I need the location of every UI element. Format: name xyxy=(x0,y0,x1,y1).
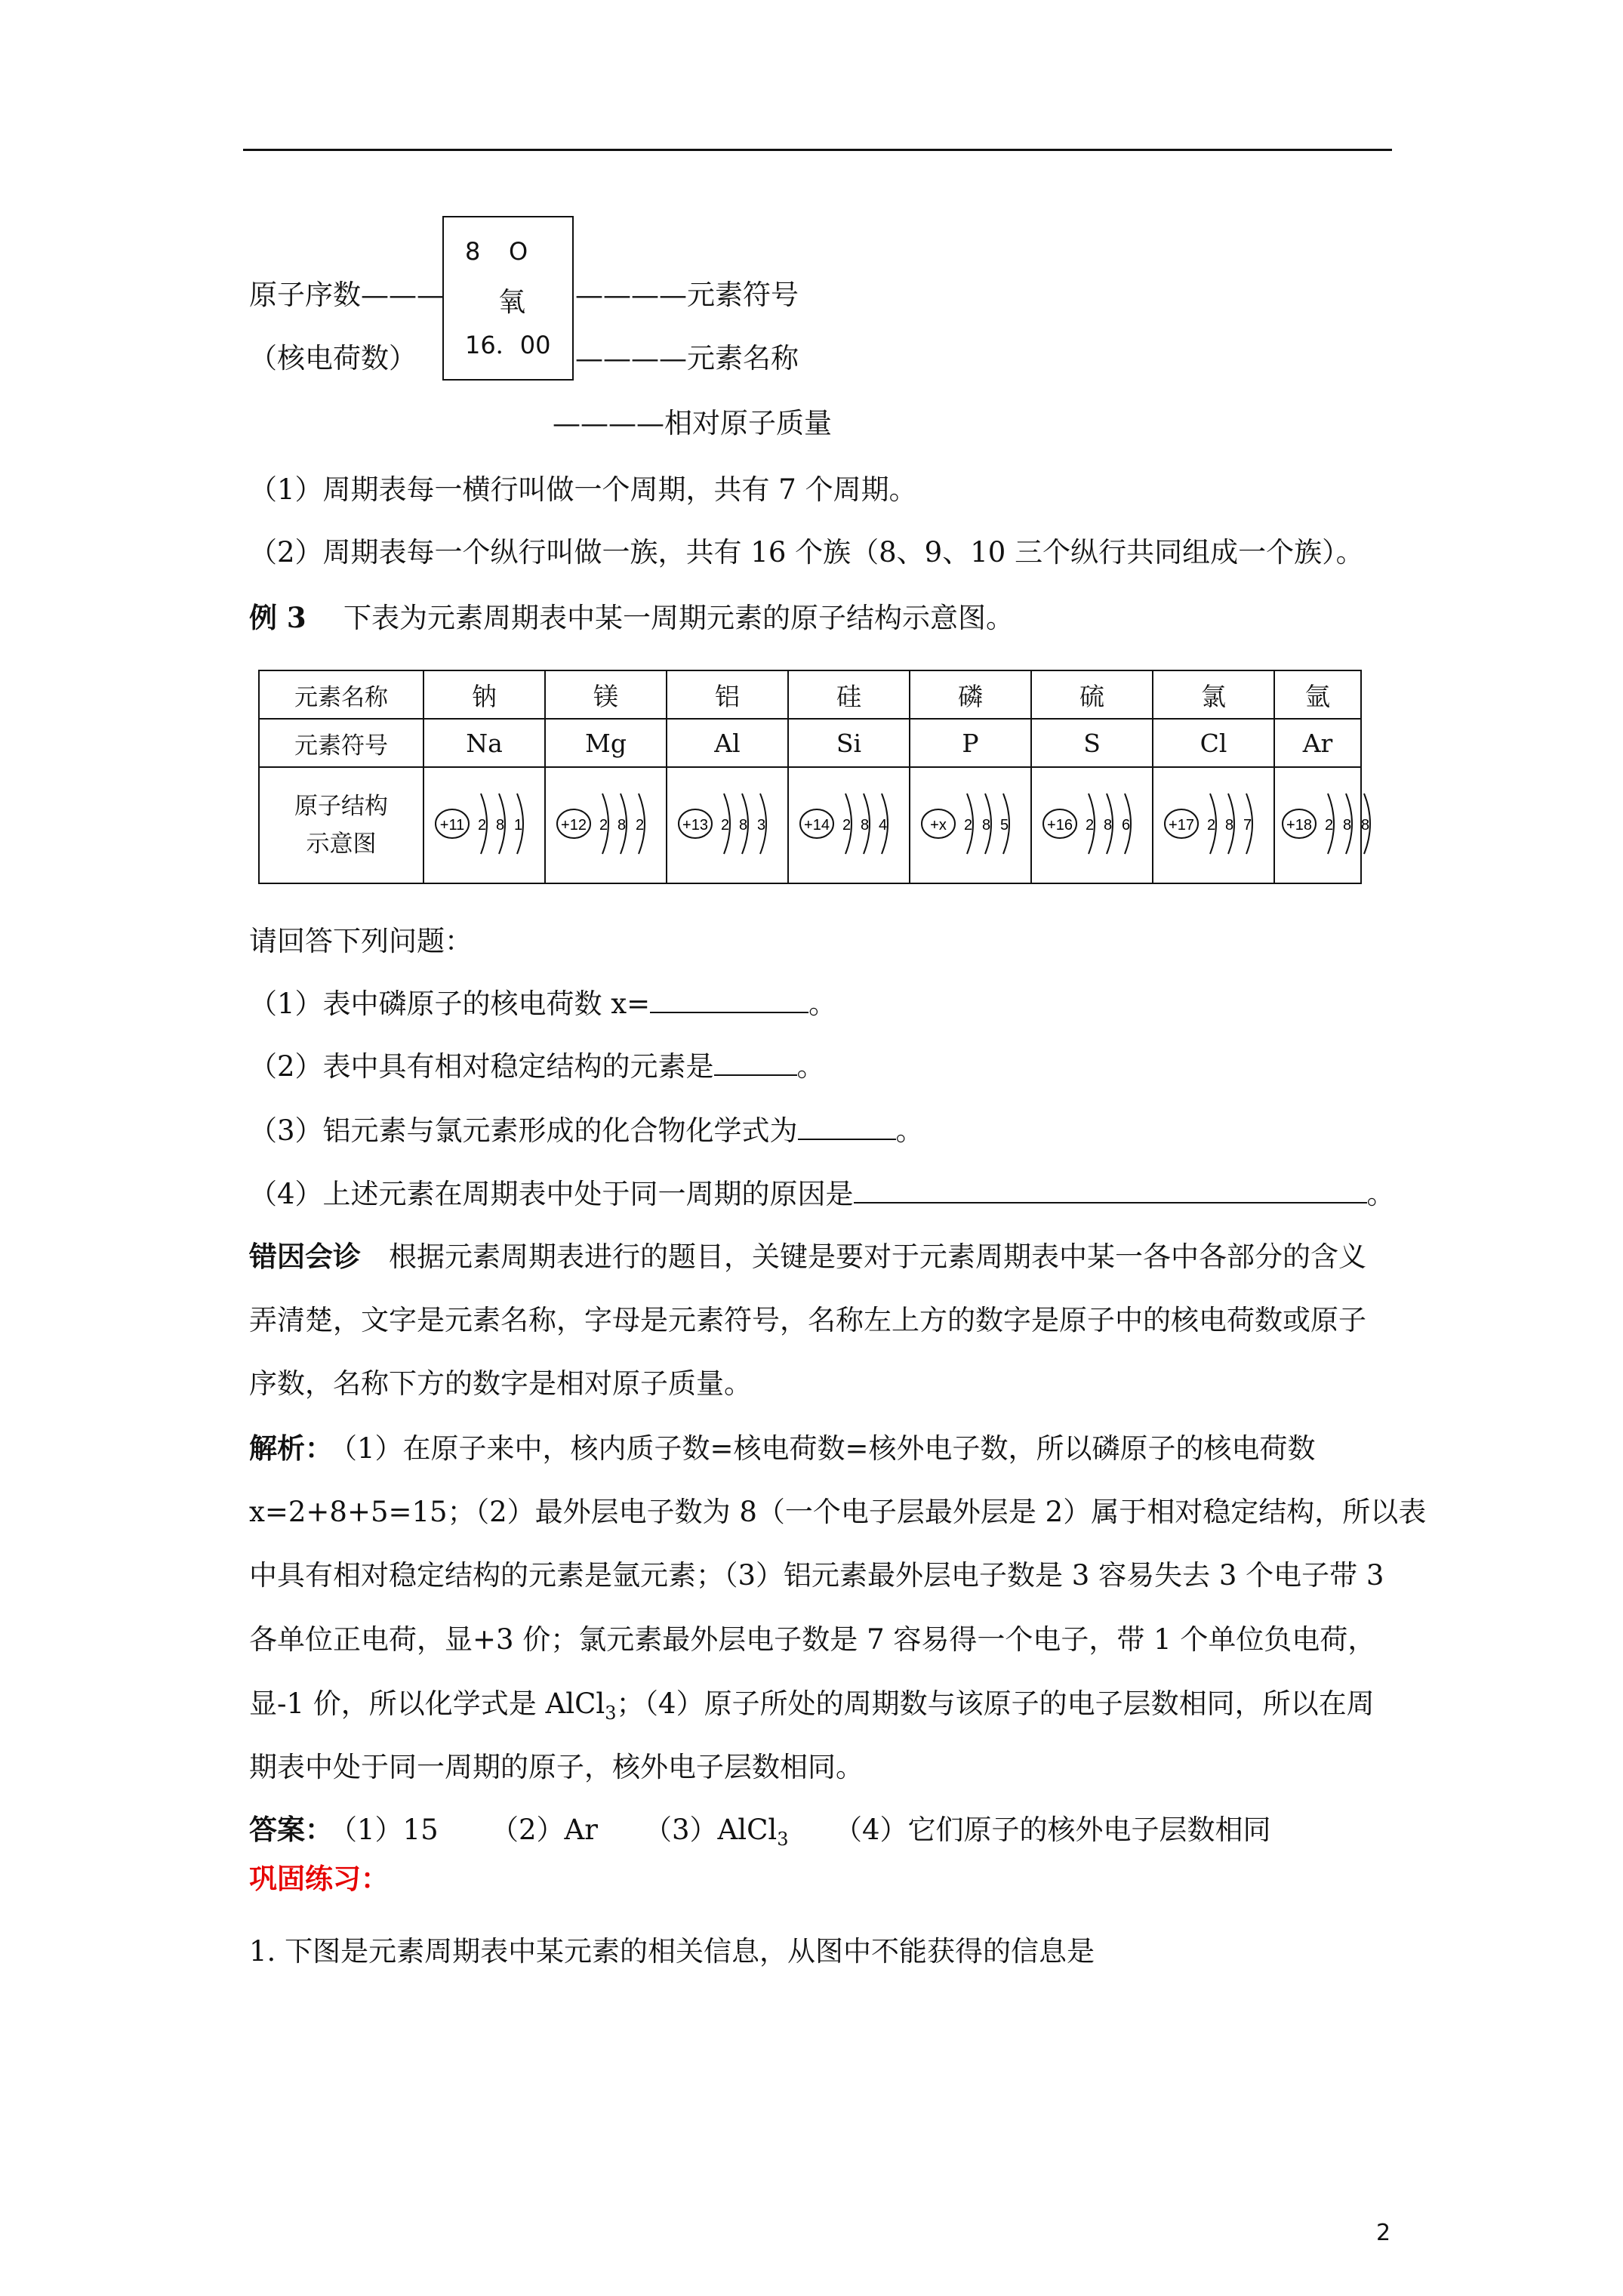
shell-electron-count: 2 xyxy=(963,817,972,834)
atom-diagram xyxy=(428,777,541,868)
analysis-line-4: 各单位正电荷，显+3 价；氯元素最外层电子数是 7 容易得一个电子，带 1 个单位负电荷， xyxy=(249,1623,1376,1656)
atom-diagram xyxy=(1275,777,1388,868)
atom-diagram xyxy=(671,777,784,868)
analysis-line-3: 中具有相对稳定结构的元素是氩元素；（3）铝元素最外层电子数是 3 容易失去 3 个电子带 3 xyxy=(249,1559,1384,1592)
shell-electron-count: 2 xyxy=(1325,817,1334,834)
atom-diagram-cell xyxy=(788,767,910,883)
question-4 xyxy=(249,1179,1395,1208)
element-symbol-cell: S xyxy=(1031,719,1153,767)
answer-3-text: （3）AlCl xyxy=(644,1814,778,1846)
diagnosis-label: 错因会诊 xyxy=(249,1240,361,1273)
example-text: 下表为元素周期表中某一周期元素的原子结构示意图。 xyxy=(343,602,1014,634)
nucleus-charge: +13 xyxy=(682,817,708,834)
element-name-cell: 磷 xyxy=(910,670,1031,719)
element-name: 氧 xyxy=(498,287,526,318)
question-2 xyxy=(249,1050,825,1083)
practice-heading: 巩固练习： xyxy=(249,1862,389,1895)
nucleus-charge: +18 xyxy=(1286,817,1312,834)
atom-diagram xyxy=(793,777,906,868)
question-1-text: （1）表中磷原子的核电荷数 x= xyxy=(249,988,651,1020)
analysis-line-1: （1）在原子来中，核内质子数=核电荷数=核外电子数，所以磷原子的核电荷数 xyxy=(329,1432,1316,1465)
atom-diagram-cell xyxy=(1274,767,1370,883)
shell-electron-count: 2 xyxy=(477,817,486,834)
element-number: 8 xyxy=(465,237,481,266)
row-atom-structure xyxy=(259,767,1361,883)
element-name-cell: 钠 xyxy=(423,670,545,719)
atom-diagram-cell xyxy=(1031,767,1153,883)
nucleus-charge: +12 xyxy=(560,817,587,834)
row-element-symbol xyxy=(259,719,1361,767)
element-name-cell: 氩 xyxy=(1274,670,1361,719)
atom-diagram xyxy=(1157,777,1270,868)
header-element-symbol: 元素符号 xyxy=(259,719,423,767)
answer-2: （2）Ar xyxy=(491,1814,598,1846)
questions-intro: 请回答下列问题： xyxy=(249,925,473,957)
answer-4: （4）它们原子的核外电子层数相同 xyxy=(834,1814,1271,1846)
analysis-line-2: x=2+8+5=15；（2）最外层电子数为 8（一个电子层最外层是 2）属于相对稳定结构，所以表 xyxy=(249,1496,1427,1528)
question-1-period: 。 xyxy=(808,988,837,1020)
element-symbol-cell: Al xyxy=(667,719,788,767)
shell-electron-count: 6 xyxy=(1121,817,1130,834)
answer-blank xyxy=(714,1052,797,1076)
shell-electron-count: 1 xyxy=(513,817,522,834)
header-rule xyxy=(243,149,1392,151)
atom-diagram xyxy=(1036,777,1149,868)
header-atom-structure xyxy=(259,767,423,883)
question-4-text: （4）上述元素在周期表中处于同一周期的原因是 xyxy=(249,1178,854,1210)
subscript: 3 xyxy=(777,1829,789,1850)
answer-blank xyxy=(650,989,808,1013)
atom-diagram-cell xyxy=(667,767,788,883)
label-element-name: ————元素名称 xyxy=(575,342,799,374)
atom-structure-table xyxy=(258,670,1370,884)
question-1 xyxy=(249,989,836,1018)
note-period: （1）周期表每一横行叫做一个周期，共有 7 个周期。 xyxy=(249,473,917,506)
analysis-line-5a: 显-1 价，所以化学式是 AlCl xyxy=(249,1687,605,1720)
atom-diagram xyxy=(914,777,1027,868)
diagnosis-line-2: 弄清楚，文字是元素名称，字母是元素符号，名称左上方的数字是原子中的核电荷数或原子 xyxy=(249,1304,1366,1336)
nucleus-charge: +17 xyxy=(1168,817,1194,834)
shell-electron-count: 8 xyxy=(617,817,626,834)
analysis-line-5b: ；（4）原子所处的周期数与该原子的电子层数相同，所以在周 xyxy=(616,1687,1375,1720)
shell-electron-count: 2 xyxy=(842,817,851,834)
shell-electron-count: 8 xyxy=(495,817,504,834)
element-symbol-cell: P xyxy=(910,719,1031,767)
nucleus-charge: +14 xyxy=(803,817,830,834)
analysis-line-5 xyxy=(249,1687,1375,1724)
page-number: 2 xyxy=(1376,2220,1391,2246)
shell-electron-count: 2 xyxy=(1206,817,1215,834)
answer-blank xyxy=(798,1116,896,1140)
label-nuclear-charge: （核电荷数） xyxy=(249,342,417,374)
element-name-cell: 硅 xyxy=(788,670,910,719)
atom-diagram-cell xyxy=(910,767,1031,883)
diagnosis-line-1: 根据元素周期表进行的题目，关键是要对于元素周期表中某一各中各部分的含义 xyxy=(389,1240,1366,1273)
row-element-name xyxy=(259,670,1361,719)
analysis-label: 解析： xyxy=(249,1432,333,1465)
element-symbol-cell: Ar xyxy=(1274,719,1361,767)
nucleus-charge: +11 xyxy=(439,817,464,834)
element-name-cell: 硫 xyxy=(1031,670,1153,719)
shell-electron-count: 8 xyxy=(1361,817,1370,834)
analysis-line-6: 期表中处于同一周期的原子，核外电子层数相同。 xyxy=(249,1751,864,1783)
nucleus-charge: +x xyxy=(929,817,947,834)
label-element-symbol: ————元素符号 xyxy=(575,279,799,311)
element-box xyxy=(442,216,574,381)
shell-electron-count: 8 xyxy=(1103,817,1112,834)
answer-3 xyxy=(644,1816,789,1848)
element-symbol: O xyxy=(509,237,528,266)
question-2-text: （2）表中具有相对稳定结构的元素是 xyxy=(249,1050,714,1083)
shell-electron-count: 8 xyxy=(1224,817,1233,834)
subscript: 3 xyxy=(605,1703,617,1724)
header-element-name: 元素名称 xyxy=(259,670,423,719)
atom-diagram xyxy=(550,777,663,868)
question-3 xyxy=(249,1116,924,1145)
nucleus-charge: +16 xyxy=(1046,817,1073,834)
shell-electron-count: 8 xyxy=(1343,817,1352,834)
shell-electron-count: 2 xyxy=(635,817,644,834)
header-structure-line1: 原子结构 xyxy=(294,793,388,820)
shell-electron-count: 2 xyxy=(1085,817,1094,834)
answer-1: （1）15 xyxy=(329,1814,439,1846)
shell-electron-count: 2 xyxy=(599,817,608,834)
element-symbol-cell: Si xyxy=(788,719,910,767)
diagnosis-line-3: 序数，名称下方的数字是相对原子质量。 xyxy=(249,1367,752,1400)
shell-electron-count: 8 xyxy=(738,817,747,834)
shell-electron-count: 8 xyxy=(981,817,990,834)
header-structure-line2: 示意图 xyxy=(306,831,377,858)
element-name-cell: 氯 xyxy=(1153,670,1274,719)
element-name-cell: 镁 xyxy=(545,670,667,719)
shell-electron-count: 5 xyxy=(999,817,1009,834)
label-atomic-mass: ————相对原子质量 xyxy=(553,407,832,439)
atom-diagram-cell xyxy=(545,767,667,883)
shell-electron-count: 2 xyxy=(720,817,729,834)
note-group: （2）周期表每一个纵行叫做一族，共有 16 个族（8、9、10 三个纵行共同组成一个族）。 xyxy=(249,536,1364,569)
answer-label: 答案： xyxy=(249,1813,333,1846)
question-3-period: 。 xyxy=(895,1114,924,1147)
shell-electron-count: 3 xyxy=(756,817,765,834)
question-2-period: 。 xyxy=(796,1050,825,1083)
answer-blank xyxy=(854,1179,1367,1203)
shell-electron-count: 7 xyxy=(1243,817,1252,834)
example-label: 例 3 xyxy=(249,601,306,634)
question-4-period: 。 xyxy=(1366,1178,1395,1210)
element-mass: 16．00 xyxy=(465,331,551,359)
element-name-cell: 铝 xyxy=(667,670,788,719)
label-atomic-number: 原子序数——— xyxy=(249,279,445,311)
element-symbol-cell: Cl xyxy=(1153,719,1274,767)
practice-question-1: 1. 下图是元素周期表中某元素的相关信息，从图中不能获得的信息是 xyxy=(249,1935,1095,1968)
question-3-text: （3）铝元素与氯元素形成的化合物化学式为 xyxy=(249,1114,798,1147)
element-symbol-cell: Na xyxy=(423,719,545,767)
atom-diagram-cell xyxy=(423,767,545,883)
atom-diagram-cell xyxy=(1153,767,1274,883)
element-symbol-cell: Mg xyxy=(545,719,667,767)
shell-electron-count: 8 xyxy=(860,817,869,834)
shell-electron-count: 4 xyxy=(878,817,887,834)
